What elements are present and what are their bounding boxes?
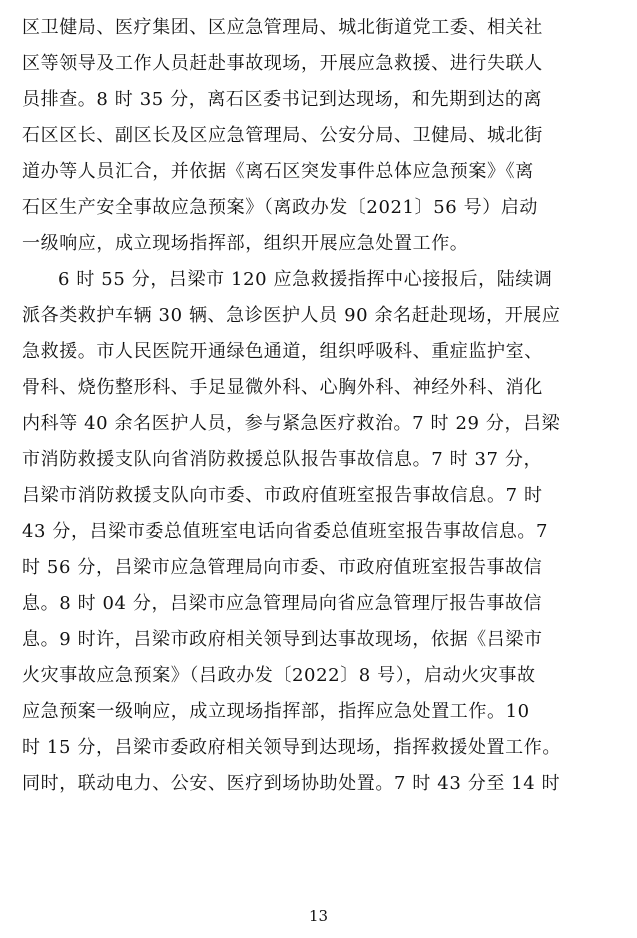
text-line: 骨科、烧伤整形科、手足显微外科、心胸外科、神经外科、消化 — [22, 377, 543, 398]
text-line: 时 56 分，吕梁市应急管理局向市委、市政府值班室报告事故信 — [22, 557, 543, 578]
text-line: 员排查。8 时 35 分，离石区委书记到达现场，和先期到达的离 — [22, 89, 543, 110]
text-line: 急救援。市人民医院开通绿色通道，组织呼吸科、重症监护室、 — [22, 341, 543, 362]
text-line: 43 分，吕梁市委总值班室电话向省委总值班室报告事故信息。7 — [22, 521, 549, 542]
text-line: 同时，联动电力、公安、医疗到场协助处置。7 时 43 分至 14 时 — [22, 773, 561, 794]
text-line: 道办等人员汇合，并依据《离石区突发事件总体应急预案》《离 — [22, 161, 534, 182]
text-line: 息。8 时 04 分，吕梁市应急管理局向省应急管理厅报告事故信 — [22, 593, 543, 614]
text-line: 火灾事故应急预案》（吕政办发〔2022〕8 号），启动火灾事故 — [22, 665, 536, 686]
text-line: 派各类救护车辆 30 辆、急诊医护人员 90 余名赶赴现场，开展应 — [22, 305, 561, 326]
text-line: 一级响应，成立现场指挥部，组织开展应急处置工作。 — [22, 233, 469, 254]
text-line: 应急预案一级响应，成立现场指挥部，指挥应急处置工作。10 — [22, 701, 530, 722]
page-number: 13 — [308, 907, 329, 925]
text-line: 区等领导及工作人员赶赴事故现场，开展应急救援、进行失联人 — [22, 53, 543, 74]
text-line: 石区生产安全事故应急预案》（离政办发〔2021〕56 号）启动 — [22, 197, 539, 218]
text-line: 息。9 时许，吕梁市政府相关领导到达事故现场，依据《吕梁市 — [22, 629, 543, 650]
text-line: 石区区长、副区长及区应急管理局、公安分局、卫健局、城北街 — [22, 125, 543, 146]
text-line: 时 15 分，吕梁市委政府相关领导到达现场，指挥救援处置工作。 — [22, 737, 561, 758]
text-line: 内科等 40 余名医护人员，参与紧急医疗救治。7 时 29 分，吕梁 — [22, 413, 561, 434]
body-text — [22, 10, 618, 802]
text-line: 区卫健局、医疗集团、区应急管理局、城北街道党工委、相关社 — [22, 17, 543, 38]
text-line: 吕梁市消防救援支队向市委、市政府值班室报告事故信息。7 时 — [22, 485, 543, 506]
text-line: 市消防救援支队向省消防救援总队报告事故信息。7 时 37 分， — [22, 449, 543, 470]
paragraph-first-line: 6 时 55 分，吕梁市 120 应急救援指挥中心接报后，陆续调 — [58, 269, 553, 290]
